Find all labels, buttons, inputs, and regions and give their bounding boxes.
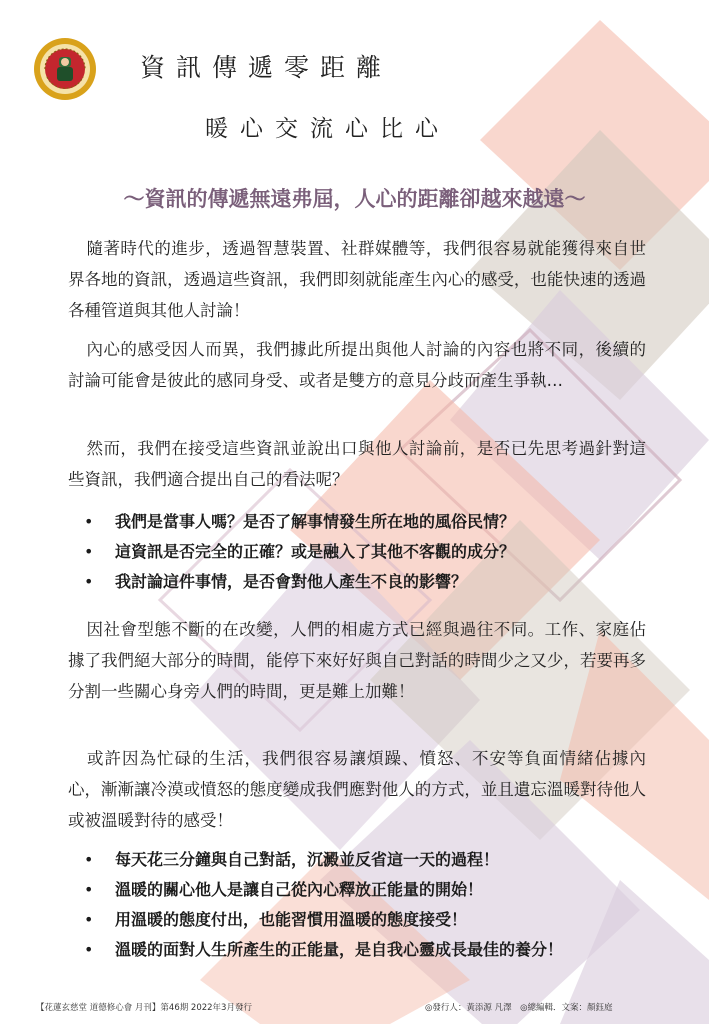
bullet-icon: • (84, 542, 94, 561)
list-item-text: 我們是當事人嗎？是否了解事情發生所在地的風俗民情？ (115, 512, 516, 531)
list-item-text: 我討論這件事情，是否會對他人產生不良的影響？ (115, 572, 468, 591)
paragraph-4-text: 因社會型態不斷的在改變，人們的相處方式已經與過往不同。工作、家庭佔據了我們絕大部分的時間，能停下來好好與自己對話的時間少之又少，若要再多分割一些關心身旁人們的時間，更是難上加難！ (68, 620, 646, 701)
bullet-icon: • (84, 880, 94, 899)
list-item-text: 這資訊是否完全的正確？或是融入了其他不客觀的成分？ (115, 542, 516, 561)
bullet-icon: • (84, 572, 94, 591)
temple-seal-logo (33, 37, 97, 101)
bullet-icon: • (84, 850, 94, 869)
paragraph-1-text: 隨著時代的進步，透過智慧裝置、社群媒體等，我們很容易就能獲得來自世界各地的資訊，透過這些資訊，我們即刻就能產生內心的感受，也能快速的透過各種管道與其他人討論！ (68, 239, 646, 320)
paragraph-3 (68, 433, 646, 495)
list-item-text: 每天花三分鐘與自己對話，沉澱並反省這一天的過程！ (115, 850, 500, 869)
bullet-icon: • (84, 512, 94, 531)
paragraph-5 (68, 743, 646, 836)
bullet-icon: • (84, 940, 94, 959)
list-item (84, 537, 684, 567)
list-item (84, 905, 684, 935)
list-item (84, 507, 684, 537)
paragraph-2-text: 內心的感受因人而異，我們據此所提出與他人討論的內容也將不同，後續的討論可能會是彼此的感同身受、或者是雙方的意見分歧而產生爭執… (68, 340, 646, 390)
footer-credits: ◎發行人：黃添源 凡澤 ◎總編輯．文案：顏鈺庭 (425, 1003, 613, 1013)
paragraph-5-text: 或許因為忙碌的生活，我們很容易讓煩躁、憤怒、不安等負面情緒佔據內心，漸漸讓冷漠或憤怒的態度變成我們應對他人的方式，並且遺忘溫暖對待他人或被溫暖對待的感受！ (68, 749, 646, 830)
list-item (84, 845, 684, 875)
list-item (84, 935, 684, 965)
paragraph-1 (68, 233, 646, 326)
question-list (84, 507, 684, 597)
list-item (84, 875, 684, 905)
list-item-text: 溫暖的面對人生所產生的正能量，是自我心靈成長最佳的養分！ (115, 940, 564, 959)
page-subtitle: 暖心交流心比心 (205, 116, 450, 142)
headline: ～資訊的傳遞無遠弗屆，人心的距離卻越來越遠～ (123, 186, 586, 211)
list-item-text: 溫暖的關心他人是讓自己從內心釋放正能量的開始！ (115, 880, 484, 899)
tips-list (84, 845, 684, 965)
footer-publication-info: 【花蓮玄慈堂 道德修心會 月刊】第46期 2022年3月發行 (36, 1003, 252, 1013)
page-title: 資訊傳遞零距離 (140, 53, 393, 82)
list-item (84, 567, 684, 597)
paragraph-3-text: 然而，我們在接受這些資訊並說出口與他人討論前，是否已先思考過針對這些資訊，我們適合提出自己的看法呢？ (68, 439, 646, 489)
paragraph-2 (68, 334, 646, 396)
paragraph-4 (68, 614, 646, 707)
list-item-text: 用溫暖的態度付出，也能習慣用溫暖的態度接受！ (115, 910, 468, 929)
bullet-icon: • (84, 910, 94, 929)
